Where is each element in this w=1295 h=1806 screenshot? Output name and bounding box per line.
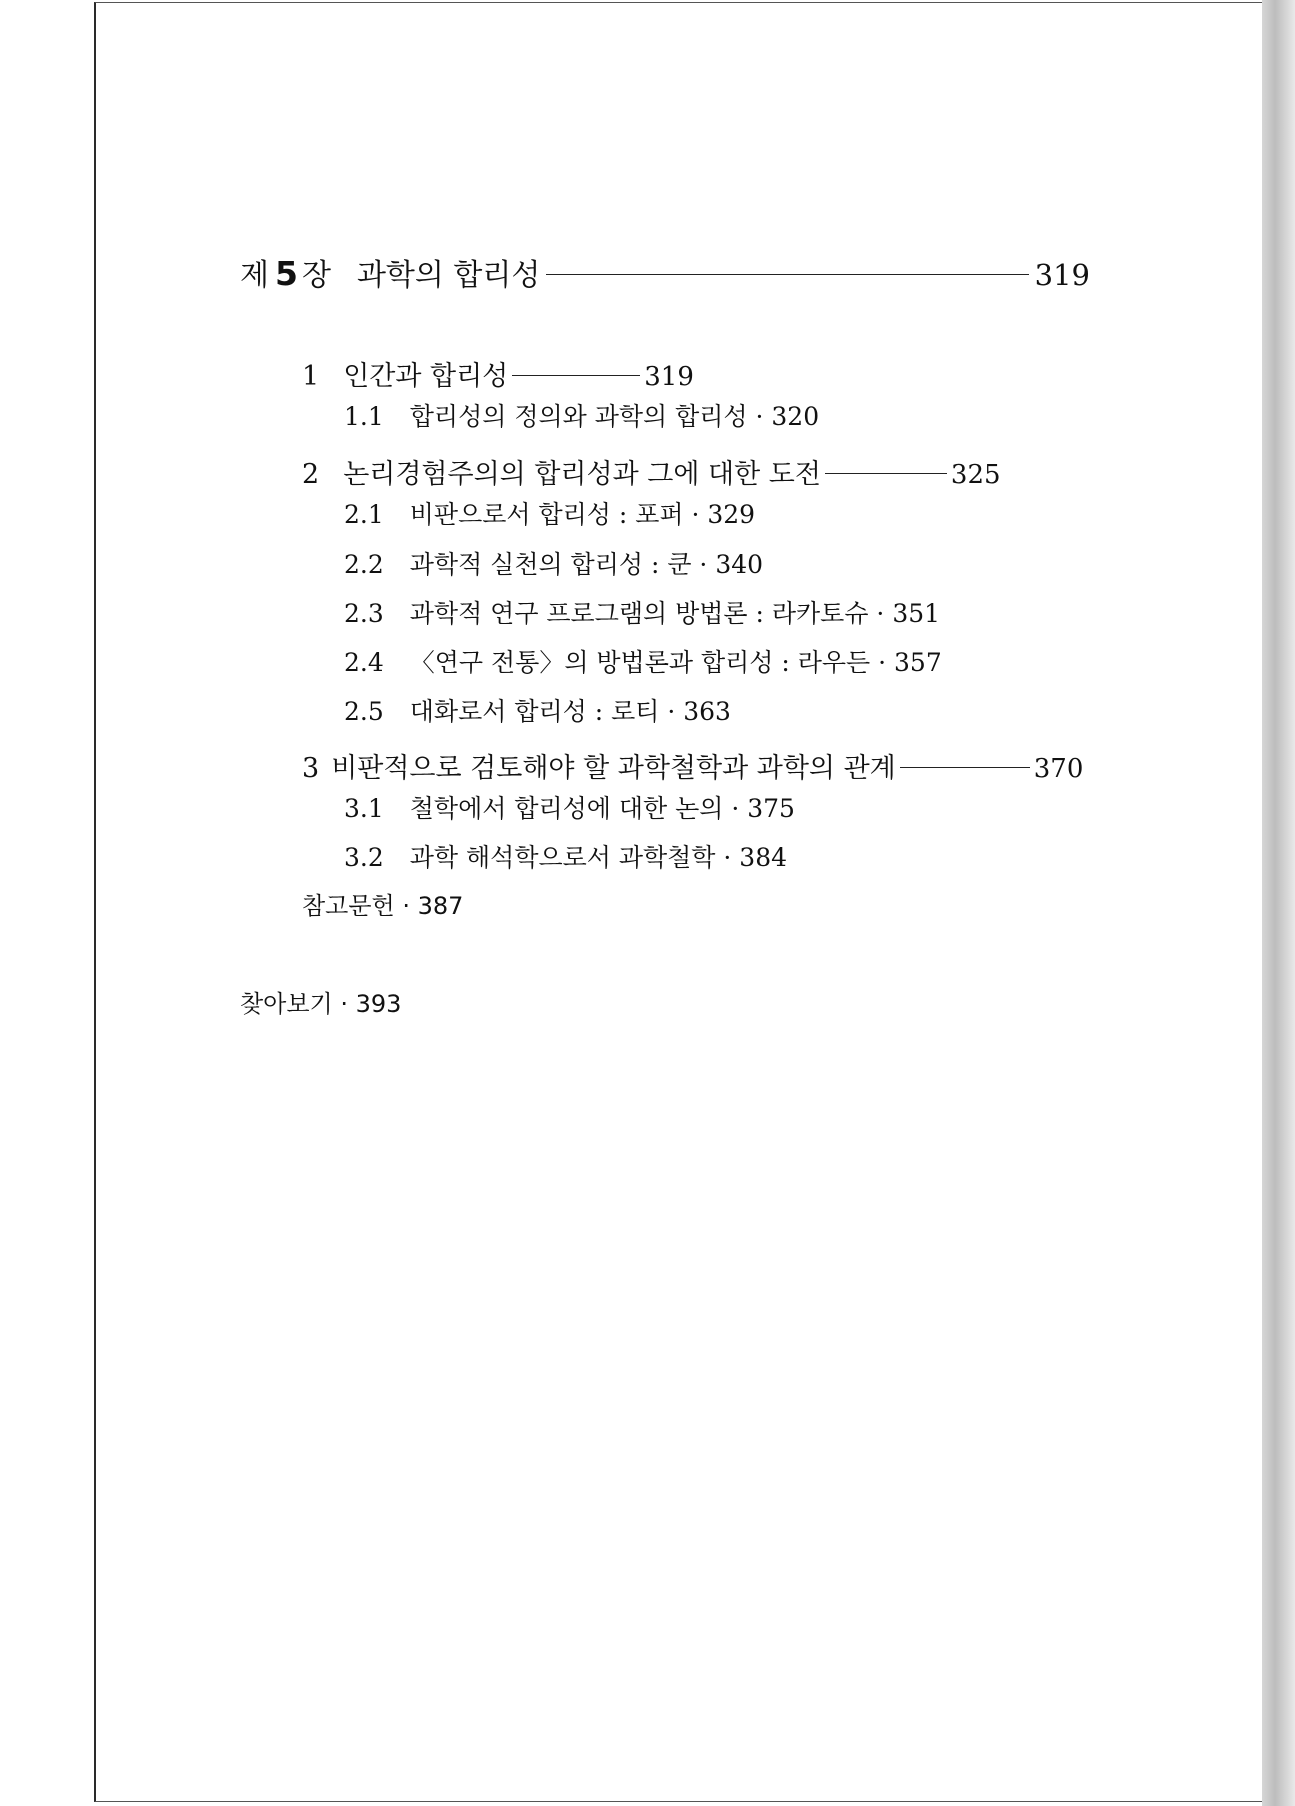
chapter-heading[interactable] (240, 250, 1090, 294)
subsection-title: 대화로서 합리성 : 로티 · 363 (409, 697, 731, 726)
index-entry[interactable] (240, 984, 401, 1019)
chapter-leader-line (546, 274, 1028, 275)
subsection-2-4[interactable] (344, 643, 942, 679)
section-leader-line (825, 473, 947, 474)
section-2[interactable] (302, 452, 1001, 491)
subsection-number: 3.1 (344, 794, 384, 823)
section-number: 3 (302, 753, 320, 784)
section-number: 2 (302, 459, 320, 490)
section-title: 인간과 합리성 (343, 361, 509, 392)
subsection-title: 비판으로서 합리성 : 포퍼 · 329 (409, 500, 756, 529)
subsection-3-2[interactable] (344, 838, 787, 874)
subsection-number: 2.4 (344, 648, 384, 677)
references-entry[interactable] (302, 886, 463, 921)
subsection-1-1[interactable] (344, 397, 819, 433)
chapter-number: 5 (274, 254, 298, 293)
section-3[interactable] (302, 746, 1083, 785)
section-title: 논리경험주의의 합리성과 그에 대한 도전 (343, 459, 821, 490)
section-1[interactable] (302, 354, 694, 393)
subsection-number: 1.1 (344, 402, 384, 431)
section-number: 1 (302, 361, 320, 392)
subsection-3-1[interactable] (344, 789, 795, 825)
subsection-title: 합리성의 정의와 과학의 합리성 · 320 (409, 402, 820, 431)
subsection-number: 2.5 (344, 697, 384, 726)
index-label: 찾아보기 · 393 (240, 990, 402, 1018)
subsection-2-5[interactable] (344, 692, 731, 728)
references-label: 참고문헌 · 387 (302, 892, 464, 920)
chapter-suffix: 장 (301, 258, 331, 293)
section-page: 319 (644, 362, 694, 392)
section-page: 325 (950, 460, 1001, 490)
subsection-title: 철학에서 합리성에 대한 논의 · 375 (409, 794, 795, 823)
subsection-title: 과학적 실천의 합리성 : 쿤 · 340 (409, 550, 764, 579)
subsection-number: 2.3 (344, 599, 384, 628)
subsection-title: 과학적 연구 프로그램의 방법론 : 라카토슈 · 351 (409, 599, 941, 628)
subsection-title: 과학 해석학으로서 과학철학 · 384 (409, 843, 788, 872)
section-leader-line (900, 767, 1030, 768)
subsection-number: 3.2 (344, 843, 384, 872)
section-page: 370 (1033, 754, 1084, 784)
chapter-page: 319 (1034, 258, 1090, 292)
subsection-number: 2.2 (344, 550, 384, 579)
chapter-prefix: 제 (240, 258, 269, 293)
subsection-2-2[interactable] (344, 545, 763, 581)
subsection-number: 2.1 (344, 500, 384, 529)
section-title: 비판적으로 검토해야 할 과학철학과 과학의 관계 (331, 753, 896, 784)
section-leader-line (512, 375, 640, 376)
subsection-2-1[interactable] (344, 495, 755, 531)
chapter-title: 과학의 합리성 (356, 258, 541, 293)
subsection-2-3[interactable] (344, 594, 940, 630)
subsection-title: 〈연구 전통〉의 방법론과 합리성 : 라우든 · 357 (409, 648, 942, 677)
